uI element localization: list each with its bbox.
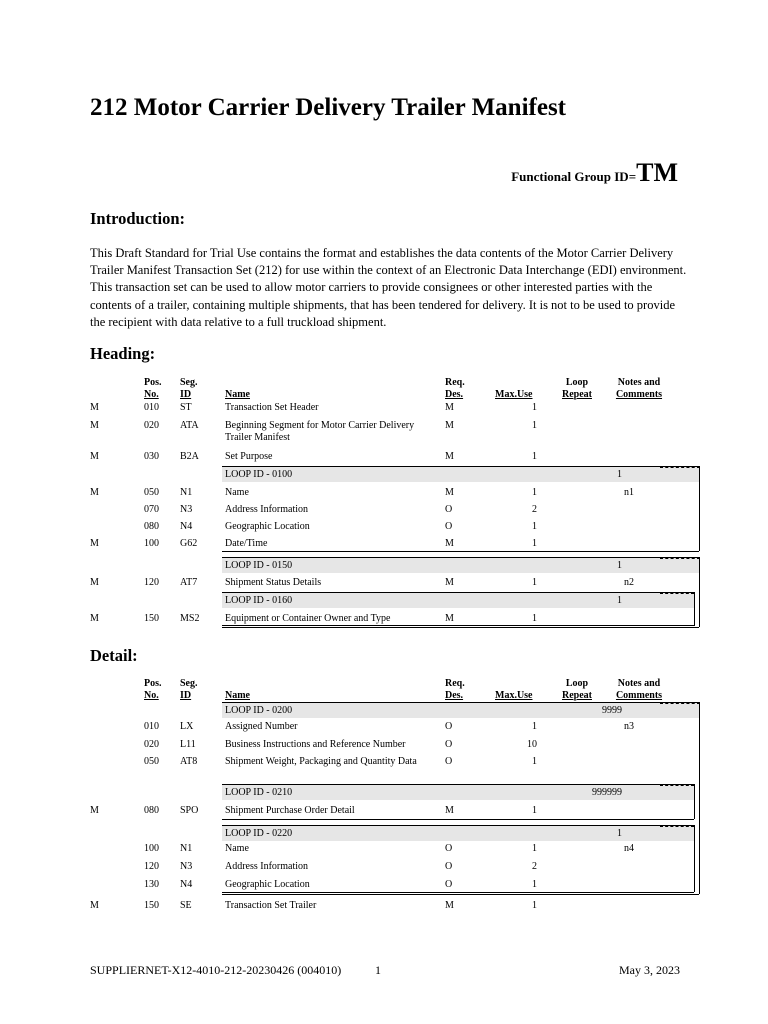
col-max: Max.Use <box>495 690 533 701</box>
col-name: Name <box>225 389 250 400</box>
loop-header: LOOP ID - 0160 1 <box>222 592 694 608</box>
table-row: M 010 ST Transaction Set Header M 1 <box>90 402 537 413</box>
loop-header: LOOP ID - 0150 1 <box>222 557 699 573</box>
loop-bracket <box>694 592 695 626</box>
introduction-text: This Draft Standard for Trial Use contains the format and establishes the data contents of the Motor Carrier Delivery Trailer Manifest Transaction Set (212) for use within the context of an Electronic Data Interchange (EDI) environment. This transaction set can be used to allow motor carriers to provide consignees or other interested parties with the contents of a trailer, containing multiple shipments, that has been tendered for delivery. It is not to be used to provide the recipient with data relative to a full truckload shipment. <box>90 246 687 329</box>
table-row: 010 LX Assigned Number O 1 n3 <box>144 721 634 732</box>
table-row: M 030 B2A Set Purpose M 1 <box>90 451 537 462</box>
col-notes: Notes and Comments <box>615 377 663 400</box>
heading-section-title: Heading: <box>90 344 156 363</box>
table-row: 070 N3 Address Information O 2 <box>144 504 537 515</box>
loop-bracket <box>694 825 695 892</box>
col-loop: Loop Repeat <box>562 678 592 701</box>
table-row: 100 N1 Name O 1 n4 <box>144 843 634 854</box>
col-req: Req. Des. <box>445 678 465 701</box>
loop-header: LOOP ID - 0100 1 <box>222 466 699 482</box>
loop-dash <box>660 785 694 786</box>
loop-header: LOOP ID - 0210 999999 <box>222 784 694 800</box>
table-row: M 020 ATA Beginning Segment for Motor Carrier Delivery Trailer Manifest M 1 <box>90 420 537 443</box>
loop-dash <box>660 703 700 704</box>
table-row: M 120 AT7 Shipment Status Details M 1 n2 <box>90 577 634 588</box>
table-row: M 150 MS2 Equipment or Container Owner and Type M 1 <box>90 613 537 624</box>
detail-section-title: Detail: <box>90 646 138 665</box>
loop-dash <box>660 558 700 559</box>
col-loop: Loop Repeat <box>562 377 592 400</box>
col-notes: Notes and Comments <box>615 678 663 701</box>
col-pos: Pos. No. <box>144 377 162 400</box>
loop-dash <box>660 826 694 827</box>
loop-bracket <box>699 702 700 894</box>
loop-end-line <box>222 625 694 626</box>
table-row: 120 N3 Address Information O 2 <box>144 861 537 872</box>
loop-bracket <box>694 784 695 819</box>
loop-end-line <box>222 551 699 552</box>
page-title: 212 Motor Carrier Delivery Trailer Manifest <box>90 94 567 121</box>
col-pos: Pos. No. <box>144 678 162 701</box>
table-row: M 080 SPO Shipment Purchase Order Detail M 1 <box>90 805 537 816</box>
footer-doc-id: SUPPLIERNET-X12-4010-212-20230426 (004010) <box>90 963 342 977</box>
footer-date: May 3, 2023 <box>619 963 680 977</box>
table-row: 130 N4 Geographic Location O 1 <box>144 879 537 890</box>
loop-bracket <box>699 557 700 627</box>
col-seg: Seg. ID <box>180 678 198 701</box>
col-req: Req. Des. <box>445 377 465 400</box>
footer-page-number: 1 <box>375 963 381 977</box>
table-row: 020 L11 Business Instructions and Reference Number O 10 <box>144 739 537 750</box>
table-row: M 050 N1 Name M 1 n1 <box>90 487 634 498</box>
introduction-heading: Introduction: <box>90 209 186 228</box>
functional-group-value: TM <box>636 158 678 187</box>
table-row: M 150 SE Transaction Set Trailer M 1 <box>90 900 537 911</box>
loop-end-line <box>222 819 694 820</box>
functional-group <box>0 158 678 188</box>
loop-end-line <box>222 627 699 628</box>
loop-header: LOOP ID - 0200 9999 <box>222 702 699 718</box>
loop-bracket <box>699 466 700 551</box>
col-name: Name <box>225 690 250 701</box>
loop-dash <box>660 467 700 468</box>
loop-end-line <box>222 894 699 895</box>
loop-dash <box>660 593 694 594</box>
table-row: M 100 G62 Date/Time M 1 <box>90 538 537 549</box>
loop-header: LOOP ID - 0220 1 <box>222 825 694 841</box>
table-row: 080 N4 Geographic Location O 1 <box>144 521 537 532</box>
col-max: Max.Use <box>495 389 533 400</box>
loop-end-line <box>222 892 694 893</box>
table-row: 050 AT8 Shipment Weight, Packaging and Quantity Data O 1 <box>144 756 537 767</box>
functional-group-label: Functional Group ID= <box>511 169 637 184</box>
col-seg: Seg. ID <box>180 377 198 400</box>
